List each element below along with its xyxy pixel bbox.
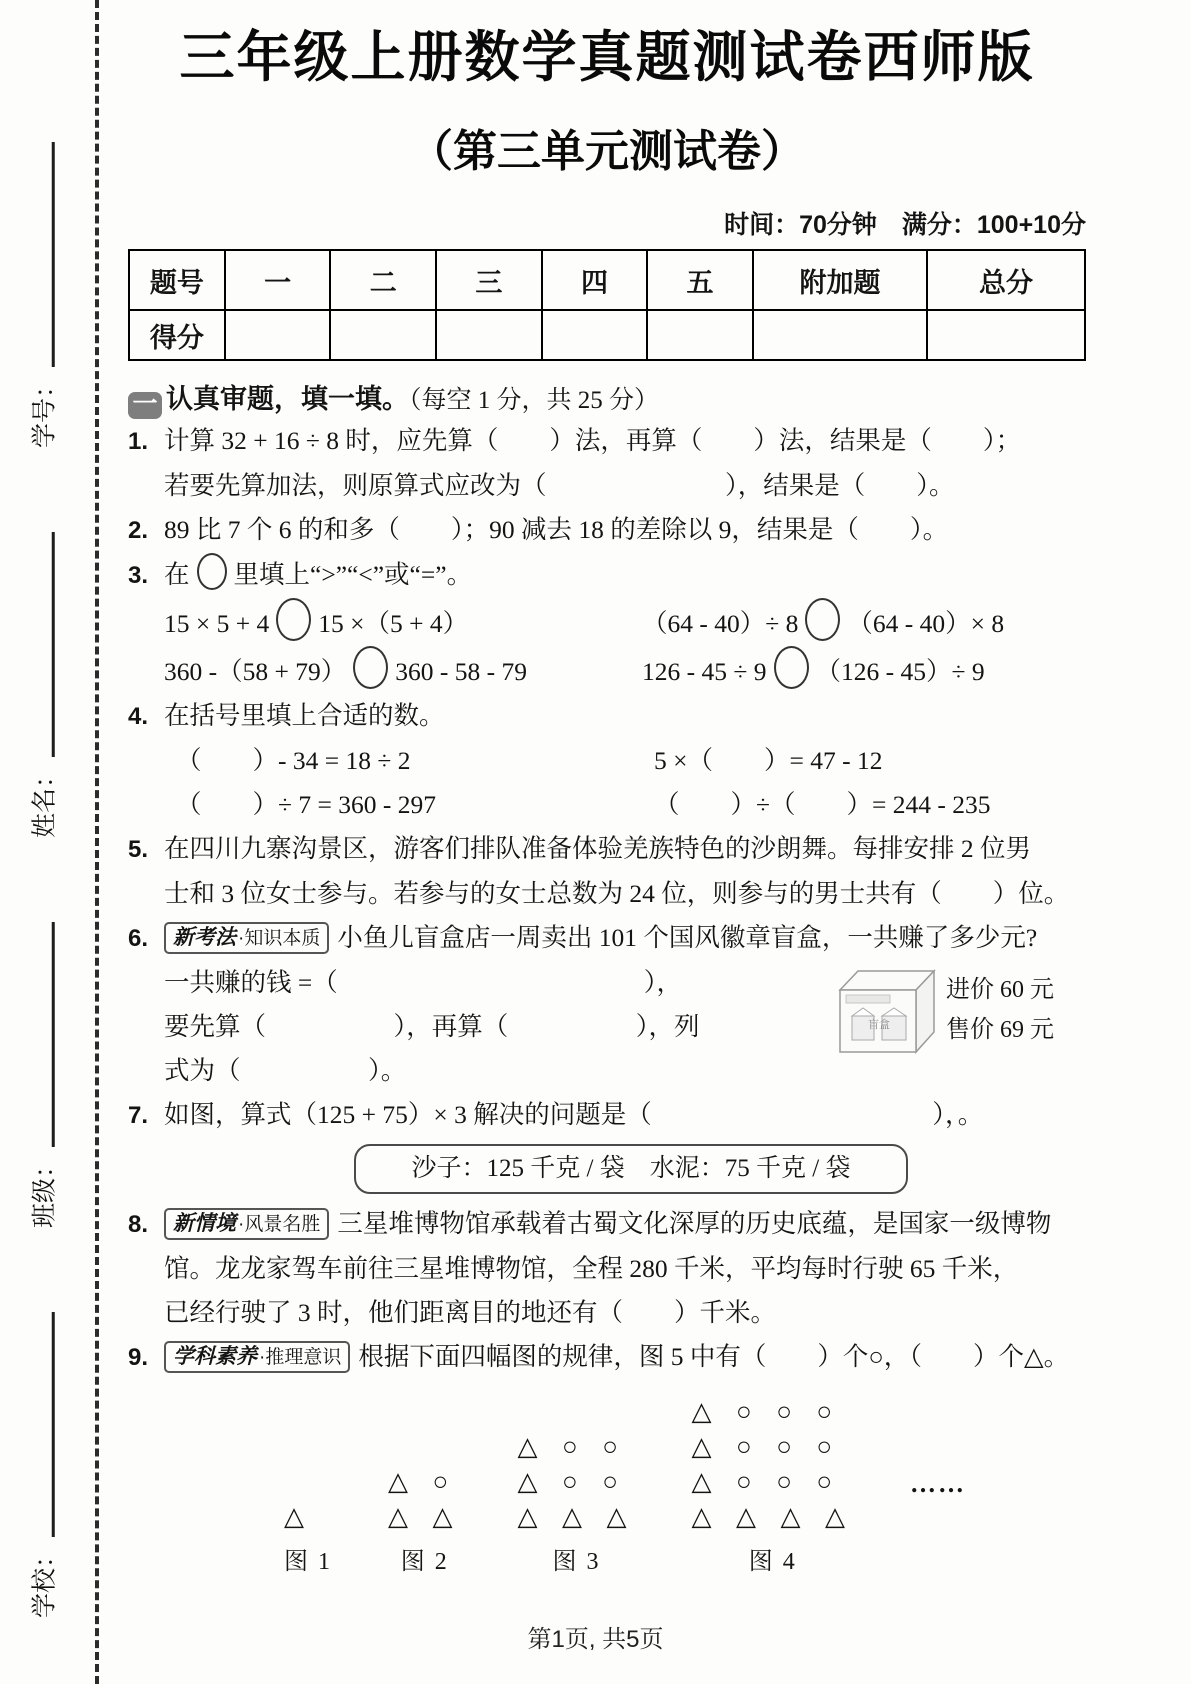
q3-pair1-right: 15 ×（5 + 4） [318,609,469,639]
purchase-price-label: 进价 60 元 [946,977,1054,1004]
q7-number: 7. [128,1102,149,1130]
question-5 [128,827,1086,916]
score-cell-4 [542,310,648,360]
q3-pair4-left: 126 - 45 ÷ 9 [642,657,767,687]
blind-box-figure [830,964,942,1074]
section-1-title: 认真审题，填一填。 [166,384,409,415]
header-part-1: 一 [225,250,331,310]
question-2 [128,508,1086,553]
q8-badge [164,1208,329,1240]
q9-badge-rest: ·推理意识 [259,1347,342,1369]
score-row-label: 得分 [129,310,225,360]
q9-badge [164,1341,350,1373]
pattern-figure-2 [388,1464,462,1584]
q4-number: 4. [128,703,149,731]
q6-intro: 小鱼儿盲盒店一周卖出 101 个国风徽章盲盒，一共赚了多少元? [337,923,1038,953]
class-label: 班级： [30,1152,59,1228]
q3-pair2-left: （64 - 40）÷ 8 [642,609,799,639]
q8-number: 8. [128,1211,149,1239]
section-1-note: （每空 1 分，共 25 分） [409,387,660,415]
question-6 [128,916,1086,1093]
q2-text: 89 比 7 个 6 的和多（ ）；90 减去 18 的差除以 9，结果是（ ）。 [164,515,949,545]
q3-pair3-right: 360 - 58 - 79 [395,657,527,687]
q3-pair1-circle [276,598,311,641]
q3-pair2-circle [805,598,840,641]
q2-number: 2. [128,517,149,545]
question-7 [128,1093,1086,1194]
q6-line3: 式为（ ）。 [164,1056,407,1086]
page-title: 三年级上册数学真题测试卷西师版 [179,26,1035,88]
q7-figure-box: 沙子：125 千克 / 袋 水泥：75 千克 / 袋 [354,1144,908,1194]
q4-row-1 [164,739,1086,783]
header-part-4: 四 [542,250,648,310]
q6-badge [164,922,329,954]
fig1-row1: △ [284,1502,313,1532]
q7-text: 如图，算式（125 + 75）× 3 解决的问题是（ ），。 [164,1100,984,1130]
q9-pattern-figures [284,1394,1086,1584]
sidebar-item-name [16,438,68,838]
q3-prompt-circle [197,553,227,590]
pattern-figure-3 [518,1429,636,1584]
q3-row-2 [164,646,1086,694]
q6-number: 6. [128,925,149,953]
q8-line1: 三星堆博物馆承载着古蜀文化深厚的历史底蕴，是国家一级博物 [337,1209,1052,1239]
q6-badge-strong: 新考法 [173,926,236,950]
q4-row-2 [164,783,1086,827]
score-cell-3 [436,310,542,360]
q3-pair3-left: 360 -（58 + 79） [164,657,347,687]
student-id-blank-line [24,142,55,367]
question-8 [128,1202,1086,1335]
q8-badge-strong: 新情境 [173,1212,236,1236]
q8-badge-rest: ·风景名胜 [238,1214,321,1236]
page-subtitle: （第三单元测试卷） [409,127,805,177]
q5-line1: 在四川九寨沟景区，游客们排队准备体验羌族特色的沙朗舞。每排安排 2 位男 [164,834,1032,864]
pattern-ellipsis: …… [909,1469,966,1499]
cut-dashed-line [95,0,99,1684]
fig4-caption: 图 4 [748,1549,797,1576]
question-1 [128,419,1086,508]
q5-line2: 士和 3 位女士参与。若参与的女士总数为 24 位，则参与的男士共有（ ）位。 [164,879,1070,909]
page-footer: 第1页, 共5页 [527,1626,664,1653]
fig3-row3: △ △ △ [517,1502,636,1532]
header-part-2: 二 [330,250,436,310]
fig4-row4: △ △ △ △ [691,1502,854,1532]
sidebar-item-class [16,828,68,1228]
score-table-header-row [129,250,1085,310]
score-cell-total [927,310,1085,360]
fig4-row3: △ ○ ○ ○ [691,1467,842,1497]
time-score-meta: 时间：70分钟 满分：100+10分 [724,211,1086,240]
student-id-label: 学号： [30,372,59,448]
section-1-header [128,377,1086,419]
q8-line2: 馆。龙龙家驾车前往三星堆博物馆，全程 280 千米，平均每时行驶 65 千米， [164,1254,1019,1284]
q3-pair2-right: （64 - 40）× 8 [847,609,1005,639]
fig3-row1: △ ○ ○ [517,1432,627,1462]
header-part-5: 五 [647,250,753,310]
sidebar-item-student-id [16,48,68,448]
score-table [128,249,1086,361]
q1-line2: 若要先算加法，则原算式应改为（ ），结果是（ ）。 [164,471,955,501]
q9-text: 根据下面四幅图的规律，图 5 中有（ ）个○，（ ）个△。 [358,1342,1070,1372]
pattern-figure-4 [692,1394,854,1584]
score-cell-1 [225,310,331,360]
selling-price-label: 售价 69 元 [946,1017,1054,1044]
q3-prompt-pre: 在 [164,560,190,590]
sidebar-item-school [16,1218,68,1618]
section-1-icon: 一 [128,392,162,419]
fig2-caption: 图 2 [400,1549,449,1576]
q6-line1: 一共赚的钱 =（ ）， [164,968,683,998]
q4-item-4: （ ）÷（ ）= 244 - 235 [654,790,991,820]
q4-item-2: 5 ×（ ）= 47 - 12 [654,746,883,776]
q9-badge-strong: 学科素养 [173,1345,257,1369]
fig2-row1: △ ○ [388,1467,458,1497]
q3-row-1 [164,598,1086,646]
score-cell-2 [330,310,436,360]
header-part-3: 三 [436,250,542,310]
blind-box-label: 盲盒 [868,1019,890,1032]
pattern-figure-1 [284,1499,332,1584]
fig1-caption: 图 1 [284,1549,332,1576]
fig3-row2: △ ○ ○ [517,1467,627,1497]
fig2-row2: △ △ [388,1502,462,1532]
q1-number: 1. [128,428,149,456]
question-3 [128,553,1086,694]
question-4 [128,694,1086,827]
q4-item-3: （ ）÷ 7 = 360 - 297 [176,790,436,820]
q3-pair1-left: 15 × 5 + 4 [164,609,270,639]
q4-prompt: 在括号里填上合适的数。 [164,701,445,731]
q3-pair4-circle [774,646,809,689]
score-cell-5 [647,310,753,360]
question-9 [128,1335,1086,1584]
q1-line1: 计算 32 + 16 ÷ 8 时，应先算（ ）法，再算（ ）法，结果是（ ）； [164,426,1022,456]
paper-content [128,26,1086,1584]
fig3-caption: 图 3 [552,1549,601,1576]
q3-pair4-right: （126 - 45）÷ 9 [815,657,985,687]
header-total: 总分 [927,250,1085,310]
q6-line2: 要先算（ ），再算（ ），列 [164,1012,700,1042]
fig4-row1: △ ○ ○ ○ [691,1397,842,1427]
score-cell-bonus [753,310,927,360]
q5-number: 5. [128,836,149,864]
q6-badge-rest: ·知识本质 [238,928,321,950]
header-bonus: 附加题 [753,250,927,310]
name-label: 姓名： [30,762,59,838]
q9-number: 9. [128,1344,149,1372]
fig4-row2: △ ○ ○ ○ [691,1432,842,1462]
q3-pair3-circle [353,646,388,689]
name-blank-line [24,532,55,757]
score-table-score-row [129,310,1085,360]
q4-item-1: （ ）- 34 = 18 ÷ 2 [176,746,411,776]
q8-line3: 已经行驶了 3 时，他们距离目的地还有（ ）千米。 [164,1298,777,1328]
header-question-no: 题号 [129,250,225,310]
q3-number: 3. [128,562,149,590]
school-blank-line [24,1312,55,1537]
q3-prompt-post: 里填上“>”“<”或“=”。 [233,560,473,590]
school-label: 学校： [30,1542,59,1618]
class-blank-line [24,922,55,1147]
